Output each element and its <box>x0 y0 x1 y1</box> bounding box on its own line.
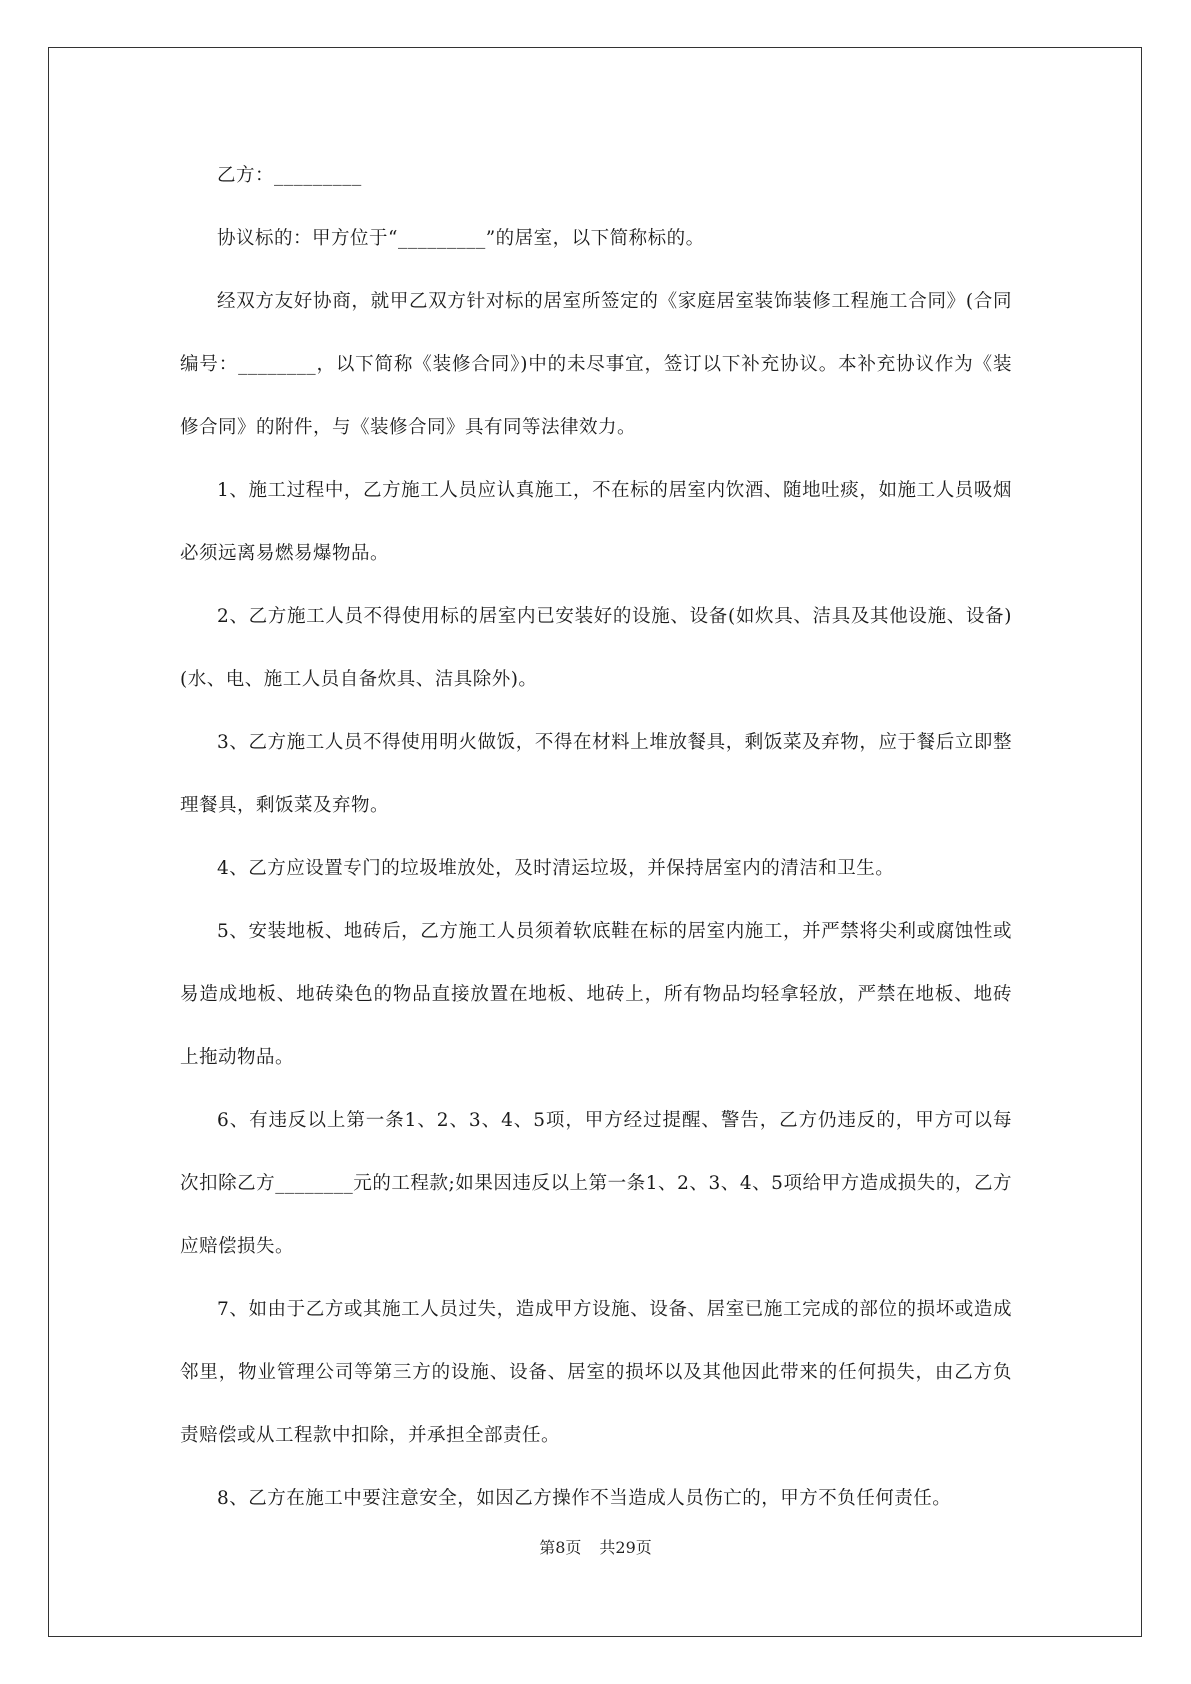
clause-6: 6、有违反以上第一条1、2、3、4、5项，甲方经过提醒、警告，乙方仍违反的，甲方可以每次扣除乙方________元的工程款;如果因违反以上第一条1、2、3、4、5项给甲方造成损失的，乙方应赔偿损失。 <box>180 1110 1012 1257</box>
paragraph-party-b: 乙方：_________ <box>217 165 362 186</box>
page-total: 共29页 <box>599 1538 652 1557</box>
clause-2: 2、乙方施工人员不得使用标的居室内已安装好的设施、设备(如炊具、洁具及其他设施、设备)(水、电、施工人员自备炊具、洁具除外)。 <box>180 606 1012 690</box>
page-footer <box>0 1535 1191 1558</box>
clause-8: 8、乙方在施工中要注意安全，如因乙方操作不当造成人员伤亡的，甲方不负任何责任。 <box>217 1488 952 1509</box>
paragraph-preamble: 经双方友好协商，就甲乙双方针对标的居室所签定的《家庭居室装饰装修工程施工合同》(合同编号：________，以下简称《装修合同》)中的未尽事宜，签订以下补充协议。本补充协议作为《装修合同》的附件，与《装修合同》具有同等法律效力。 <box>180 291 1012 438</box>
paragraph-subject: 协议标的：甲方位于“_________”的居室，以下简称标的。 <box>217 228 705 249</box>
clause-5: 5、安装地板、地砖后，乙方施工人员须着软底鞋在标的居室内施工，并严禁将尖利或腐蚀性或易造成地板、地砖染色的物品直接放置在地板、地砖上，所有物品均轻拿轻放，严禁在地板、地砖上拖动物品。 <box>180 921 1012 1068</box>
clause-1: 1、施工过程中，乙方施工人员应认真施工，不在标的居室内饮酒、随地吐痰，如施工人员吸烟必须远离易燃易爆物品。 <box>180 480 1012 564</box>
document-body <box>180 144 1012 1530</box>
clause-7: 7、如由于乙方或其施工人员过失，造成甲方设施、设备、居室已施工完成的部位的损坏或造成邻里，物业管理公司等第三方的设施、设备、居室的损坏以及其他因此带来的任何损失，由乙方负责赔偿或从工程款中扣除，并承担全部责任。 <box>180 1299 1012 1446</box>
page-number: 第8页 <box>539 1538 582 1557</box>
clause-3: 3、乙方施工人员不得使用明火做饭，不得在材料上堆放餐具，剩饭菜及弃物，应于餐后立即整理餐具，剩饭菜及弃物。 <box>180 732 1012 816</box>
clause-4: 4、乙方应设置专门的垃圾堆放处，及时清运垃圾，并保持居室内的清洁和卫生。 <box>217 858 895 879</box>
